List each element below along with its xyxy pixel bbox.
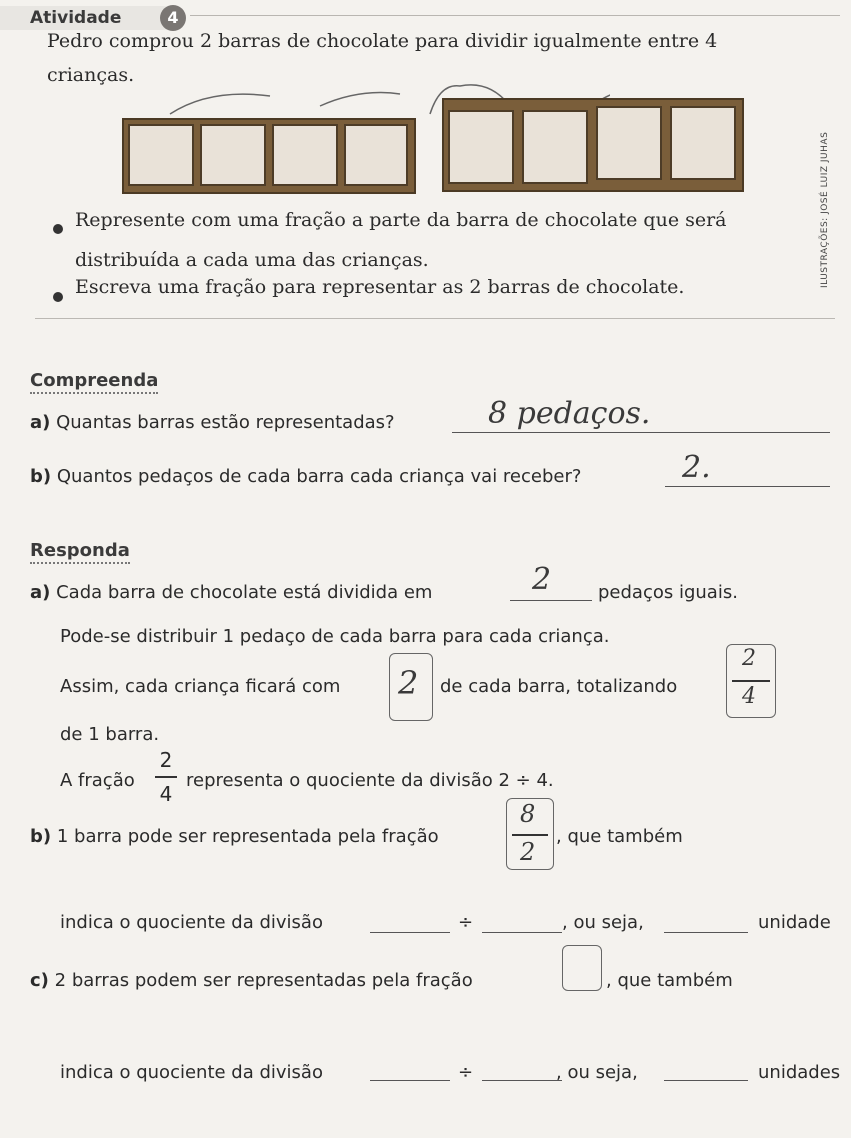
compreenda-title: Compreenda <box>30 370 158 394</box>
answer-line[interactable] <box>664 932 748 933</box>
activity-title: Atividade <box>30 8 122 28</box>
activity-number-badge: 4 <box>160 5 186 31</box>
problem-statement: Pedro comprou 2 barras de chocolate para dividir igualmente entre 4 crianças. <box>47 30 718 86</box>
fraction-numerator: 8 <box>520 800 536 828</box>
responda-b-line2b: , ou seja, <box>562 912 644 933</box>
fraction-numerator: 2 <box>159 748 173 772</box>
fraction-bar <box>732 680 770 682</box>
illustration-credit: ILUSTRAÇÕES: JOSÉ LUIZ JUHAS <box>820 131 830 288</box>
bullet <box>53 224 63 234</box>
answer-line <box>665 486 830 487</box>
answer-line[interactable] <box>370 1080 450 1081</box>
section-rule <box>35 318 835 319</box>
chocolate-piece <box>596 106 662 180</box>
answer-line[interactable] <box>482 1080 562 1081</box>
chocolate-bar-1 <box>122 118 416 194</box>
answer-line[interactable] <box>664 1080 748 1081</box>
chocolate-piece <box>128 124 194 186</box>
fraction-denominator: 4 <box>159 782 173 806</box>
answer-line <box>452 432 830 433</box>
compreenda-b: b) Quantos pedaços de cada barra cada criança vai receber? <box>30 466 582 487</box>
responda-c-line2c: unidades <box>758 1062 841 1083</box>
fraction-denominator: 2 <box>520 838 536 866</box>
chocolate-piece <box>448 110 514 184</box>
responda-title: Responda <box>30 540 130 564</box>
responda-a-line3b: de cada barra, totalizando <box>440 676 678 697</box>
fraction-bar <box>512 834 548 836</box>
division-sign: ÷ <box>458 1062 474 1083</box>
responda-a-line5a: A fração <box>60 770 135 791</box>
answer-line[interactable] <box>482 932 562 933</box>
responda-c-line2a: indica o quociente da divisão <box>60 1062 323 1083</box>
fraction-denominator: 4 <box>742 684 756 709</box>
chocolate-piece <box>200 124 266 186</box>
responda-a-box-answer: 2 <box>398 664 419 702</box>
responda-a-line4: de 1 barra. <box>60 724 160 745</box>
responda-a-line3a: Assim, cada criança ficará com <box>60 676 341 697</box>
bullet-text-1: Represente com uma fração a parte da barra de chocolate que será distribuída a cada uma das crianças. <box>75 209 727 271</box>
responda-a-text2: pedaços iguais. <box>598 582 738 603</box>
chocolate-piece <box>344 124 408 186</box>
responda-c-text2: , que também <box>606 970 733 991</box>
responda-b-text2: , que também <box>556 826 683 847</box>
responda-b-line1: b) 1 barra pode ser representada pela fração <box>30 826 439 847</box>
answer-line[interactable] <box>370 932 450 933</box>
bullet-text-2: Escreva uma fração para representar as 2 barras de chocolate. <box>75 276 685 298</box>
division-sign: ÷ <box>458 912 474 933</box>
responda-c-line1: c) 2 barras podem ser representadas pela fração <box>30 970 473 991</box>
header-rule <box>190 15 840 16</box>
responda-c-line2b: , ou seja, <box>556 1062 638 1083</box>
compreenda-b-answer[interactable]: 2. <box>682 450 711 485</box>
responda-a-answer1[interactable]: 2 <box>532 562 552 597</box>
responda-a-line2: Pode-se distribuir 1 pedaço de cada barra para cada criança. <box>60 626 610 647</box>
compreenda-a: a) Quantas barras estão representadas? <box>30 412 395 433</box>
chocolate-piece <box>522 110 588 184</box>
fraction-answer-box[interactable] <box>562 945 602 991</box>
responda-b-line2a: indica o quociente da divisão <box>60 912 323 933</box>
fraction-bar <box>155 776 177 778</box>
responda-a-line1: a) Cada barra de chocolate está dividida em <box>30 582 433 603</box>
chocolate-piece <box>272 124 338 186</box>
responda-b-line2c: unidade <box>758 912 831 933</box>
fraction-numerator: 2 <box>742 646 756 671</box>
compreenda-a-answer[interactable]: 8 pedaços. <box>488 396 651 431</box>
responda-a-line5b: representa o quociente da divisão 2 ÷ 4. <box>186 770 554 791</box>
chocolate-piece <box>670 106 736 180</box>
answer-line <box>510 600 592 601</box>
bullet <box>53 292 63 302</box>
chocolate-bar-2 <box>442 98 744 192</box>
